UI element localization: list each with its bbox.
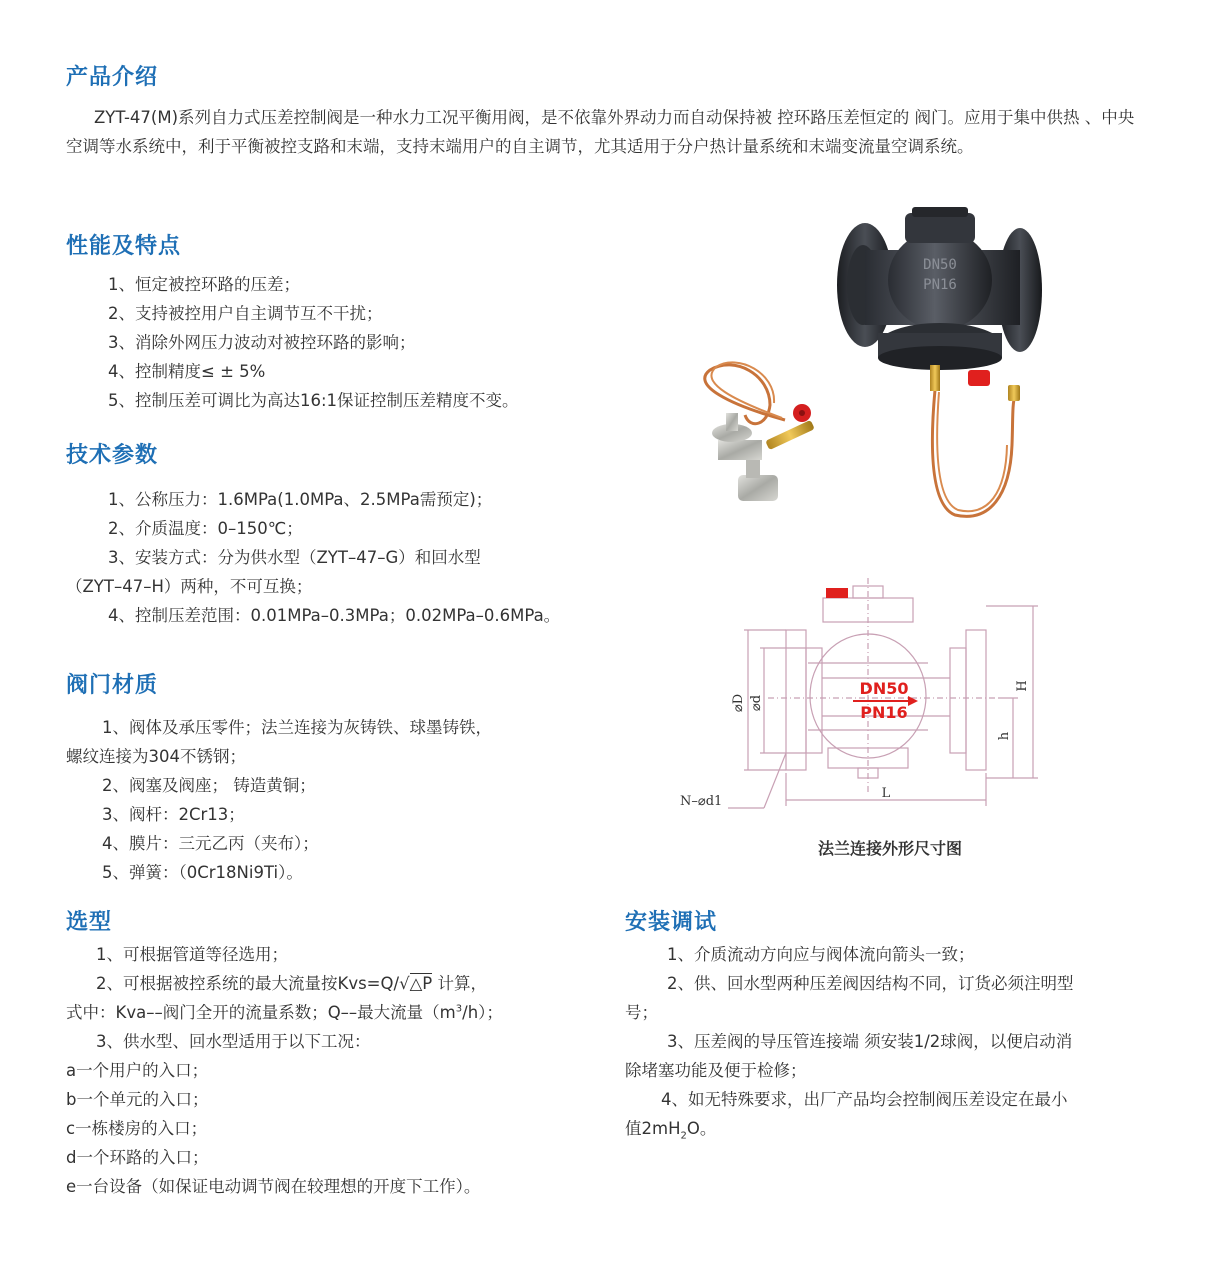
- tech-item: 4、控制压差范围：0.01MPa–0.3MPa；0.02MPa–0.6MPa。: [108, 606, 561, 625]
- dimension-drawing: [668, 578, 1048, 818]
- selection-item: [66, 969, 503, 998]
- install-list: [625, 940, 1074, 1143]
- selection-formula-text: 2、可根据被控系统的最大流量按Kvs=Q/: [96, 974, 400, 993]
- intro-heading: 产品介绍: [66, 65, 159, 90]
- install-item: 3、压差阀的导压管连接端 须安装1/2球阀，以便启动消: [667, 1032, 1073, 1051]
- selection-case: b一个单元的入口；: [66, 1090, 209, 1109]
- drawing-pn-label: PN16: [860, 703, 908, 722]
- install-item: 号；: [625, 1003, 658, 1022]
- features-list: [108, 270, 519, 415]
- tech-heading: 技术参数: [66, 443, 159, 468]
- install-heading: 安装调试: [625, 910, 718, 935]
- sqrt-symbol: √: [399, 974, 410, 993]
- dim-H-label: H: [1015, 680, 1030, 692]
- sqrt-radicand: △P: [409, 974, 433, 993]
- install-item: 2、供、回水型两种压差阀因结构不同，订货必须注明型: [667, 974, 1074, 993]
- material-item: 4、膜片：三元乙丙（夹布）；: [102, 834, 319, 853]
- features-item: 2、支持被控用户自主调节互不干扰；: [108, 304, 383, 323]
- superscript-3: 3: [455, 1003, 463, 1015]
- tech-item: 2、介质温度：0–150℃；: [108, 519, 303, 538]
- selection-case: a一个用户的入口；: [66, 1061, 209, 1080]
- material-item: 1、阀体及承压零件；法兰连接为灰铸铁、球墨铸铁，: [102, 718, 492, 737]
- casting-dn-label: DN50: [923, 257, 957, 273]
- selection-formula-explain: 式中：Kva––阀门全开的流量系数；Q––最大流量（m: [66, 1003, 456, 1022]
- material-item: 5、弹簧：（0Cr18Ni9Ti）。: [102, 863, 303, 882]
- tech-item: 1、公称压力：1.6MPa(1.0MPa、2.5MPa需预定)；: [108, 490, 493, 509]
- selection-heading: 选型: [66, 910, 113, 935]
- material-heading: 阀门材质: [66, 673, 159, 698]
- install-item: 4、如无特殊要求，出厂产品均会控制阀压差设定在最小: [661, 1090, 1068, 1109]
- features-item: 4、控制精度≤ ± 5%: [108, 362, 266, 381]
- selection-case: d一个环路的入口；: [66, 1148, 209, 1167]
- flange-dimension-svg: [668, 578, 1048, 818]
- tech-item: （ZYT–47–H）两种，不可互换；: [66, 577, 313, 596]
- selection-formula-tail: 计算，: [432, 974, 487, 993]
- tech-list: [66, 485, 560, 630]
- install-last-text: 值2mH: [625, 1119, 681, 1138]
- install-item: [625, 1114, 1074, 1143]
- dim-L-label: L: [881, 786, 891, 801]
- material-list: [66, 713, 492, 887]
- install-last-tail: O。: [686, 1119, 717, 1138]
- dim-N-label: N–⌀d1: [680, 794, 723, 809]
- selection-item: [66, 998, 503, 1027]
- install-item: 1、介质流动方向应与阀体流向箭头一致；: [667, 945, 975, 964]
- selection-case: e一台设备（如保证电动调节阀在较理想的开度下工作）。: [66, 1177, 481, 1196]
- intro-paragraph: ZYT-47(M)系列自力式压差控制阀是一种水力工况平衡用阀，是不依靠外界动力而自动保持被 控环路压差恒定的 阀门。应用于集中供热 、中央空调等水系统中，利于平衡被控支路和末端，支持末端用户的自主调节，尤其适用于分户热计量系统和末端变流量空调系统。: [66, 108, 1135, 156]
- features-item: 5、控制压差可调比为高达16:1保证控制压差精度不变。: [108, 391, 519, 410]
- subscript-2: 2: [680, 1130, 687, 1142]
- selection-case: c一栋楼房的入口；: [66, 1119, 208, 1138]
- dim-D-label: ⌀D: [731, 693, 746, 713]
- valve-illustration: [690, 205, 1060, 535]
- product-photo: [690, 205, 1060, 535]
- features-item: 1、恒定被控环路的压差；: [108, 275, 300, 294]
- features-item: 3、消除外网压力波动对被控环路的影响；: [108, 333, 416, 352]
- drawing-dn-label: DN50: [859, 679, 909, 698]
- dim-d-label: ⌀d: [749, 694, 764, 712]
- selection-list: [66, 940, 503, 1201]
- tech-item: 3、安装方式：分为供水型（ZYT–47–G）和回水型: [108, 548, 481, 567]
- casting-pn-label: PN16: [923, 277, 957, 293]
- selection-item: 3、供水型、回水型适用于以下工况：: [96, 1032, 371, 1051]
- dim-h-label: h: [997, 731, 1012, 741]
- material-item: 2、阀塞及阀座； 铸造黄铜；: [102, 776, 316, 795]
- material-item: 螺纹连接为304不锈钢；: [66, 747, 246, 766]
- selection-formula-unit: /h）；: [462, 1003, 503, 1022]
- selection-item: 1、可根据管道等径选用；: [96, 945, 288, 964]
- material-item: 3、阀杆：2Cr13；: [102, 805, 245, 824]
- drawing-caption: 法兰连接外形尺寸图: [817, 839, 962, 858]
- features-heading: 性能及特点: [66, 234, 182, 259]
- install-item: 除堵塞功能及便于检修；: [625, 1061, 807, 1080]
